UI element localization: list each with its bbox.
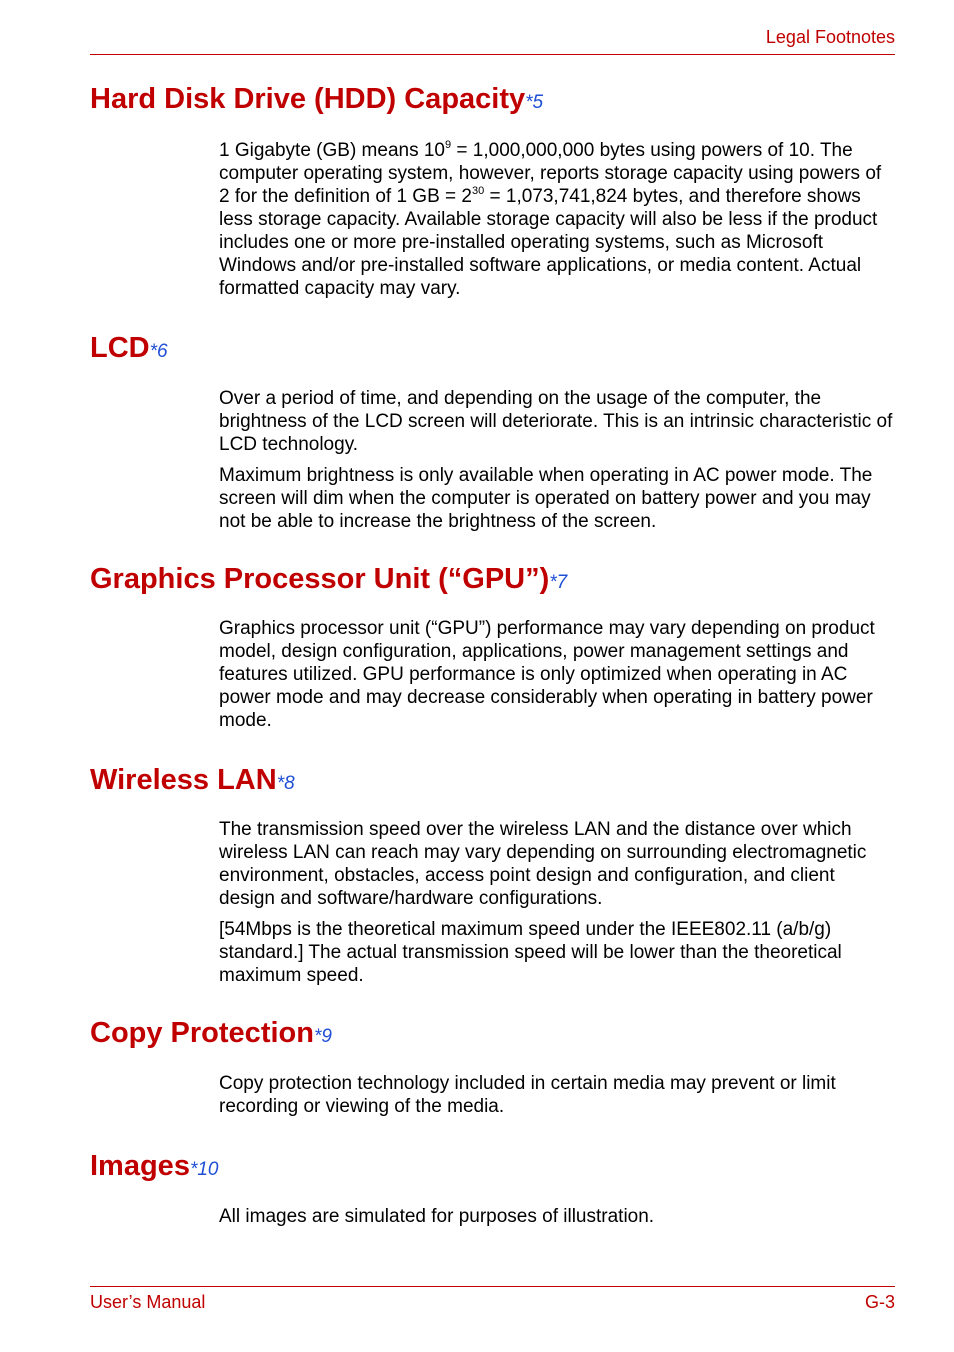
footnote-link-6[interactable]: *6 (149, 341, 168, 362)
wlan-paragraph-2: [54Mbps is the theoretical maximum speed under the IEEE802.11 (a/b/g) standard.] The actual transmission speed will be lower than the theoretical maximum speed. (219, 919, 842, 986)
section-body-images (219, 1205, 895, 1236)
footer-page-number: G-3 (864, 1292, 895, 1312)
footnote-link-9[interactable]: *9 (313, 1026, 332, 1047)
hdd-exponent-9: 9 (445, 138, 452, 151)
section-body-hdd (219, 139, 895, 308)
lcd-paragraph-2: Maximum brightness is only available when operating in AC power mode. The screen will dim when the computer is operated on battery power and you may not be able to increase the brightness of the screen. (219, 465, 873, 532)
heading-copy-title: Copy Protection (90, 1017, 314, 1049)
footnote-link-7[interactable]: *7 (549, 572, 568, 593)
copy-paragraph: Copy protection technology included in certain media may prevent or limit recording or viewing of the media. (219, 1073, 836, 1117)
heading-copy-protection (90, 1019, 332, 1048)
heading-wlan-title: Wireless LAN (90, 764, 277, 796)
lcd-paragraph-1: Over a period of time, and depending on the usage of the computer, the brightness of the LCD screen will deteriorate. This is an intrinsic characteristic of LCD technology. (219, 388, 893, 455)
hdd-text-b: = 1,000,000,000 bytes using powers of 10. The computer operating system, however, reports storage capacity using powers of 2 for the definition of 1 GB = 2 (219, 140, 882, 207)
footer-rule (90, 1286, 895, 1287)
heading-gpu-title: Graphics Processor Unit (“GPU”) (90, 563, 550, 595)
section-body-gpu (219, 617, 895, 740)
heading-hdd-capacity (90, 85, 543, 114)
heading-lcd-title: LCD (90, 332, 150, 364)
images-paragraph: All images are simulated for purposes of illustration. (219, 1206, 655, 1227)
footnote-link-10[interactable]: *10 (189, 1159, 219, 1180)
hdd-paragraph (219, 139, 895, 300)
heading-images (90, 1152, 218, 1181)
running-header: Legal Footnotes (765, 27, 895, 47)
hdd-exponent-30: 30 (471, 184, 485, 197)
heading-images-title: Images (90, 1150, 190, 1182)
hdd-text-c: = 1,073,741,824 bytes, and therefore shows less storage capacity. Available storage capacity will also be less if the product includes one or more pre-installed operating systems, such as Microsoft Windows and/or pre-installed software applications, or media content. Actual formatted capacity may vary. (219, 186, 878, 299)
section-body-lcd (219, 387, 895, 541)
heading-hdd-title: Hard Disk Drive (HDD) Capacity (90, 83, 526, 115)
wlan-paragraph-1: The transmission speed over the wireless LAN and the distance over which wireless LAN can reach may vary depending on surrounding electromagnetic environment, obstacles, access point design and configuration, and client design and software/hardware configurations. (219, 819, 867, 909)
footer-manual-title: User’s Manual (90, 1292, 206, 1312)
header-rule (90, 54, 895, 55)
gpu-paragraph: Graphics processor unit (“GPU”) performance may vary depending on product model, design configuration, applications, power management settings and features utilized. GPU performance is only optimized when operating in AC power mode and may decrease considerably when operating in battery power mode. (219, 618, 875, 731)
heading-lcd (90, 334, 168, 363)
footnote-link-8[interactable]: *8 (276, 773, 295, 794)
heading-gpu (90, 565, 567, 594)
section-body-wlan (219, 818, 895, 995)
hdd-text-a: 1 Gigabyte (GB) means 10 (219, 140, 445, 161)
section-body-copy (219, 1072, 895, 1126)
heading-wireless-lan (90, 766, 295, 795)
footnote-link-5[interactable]: *5 (525, 92, 544, 113)
